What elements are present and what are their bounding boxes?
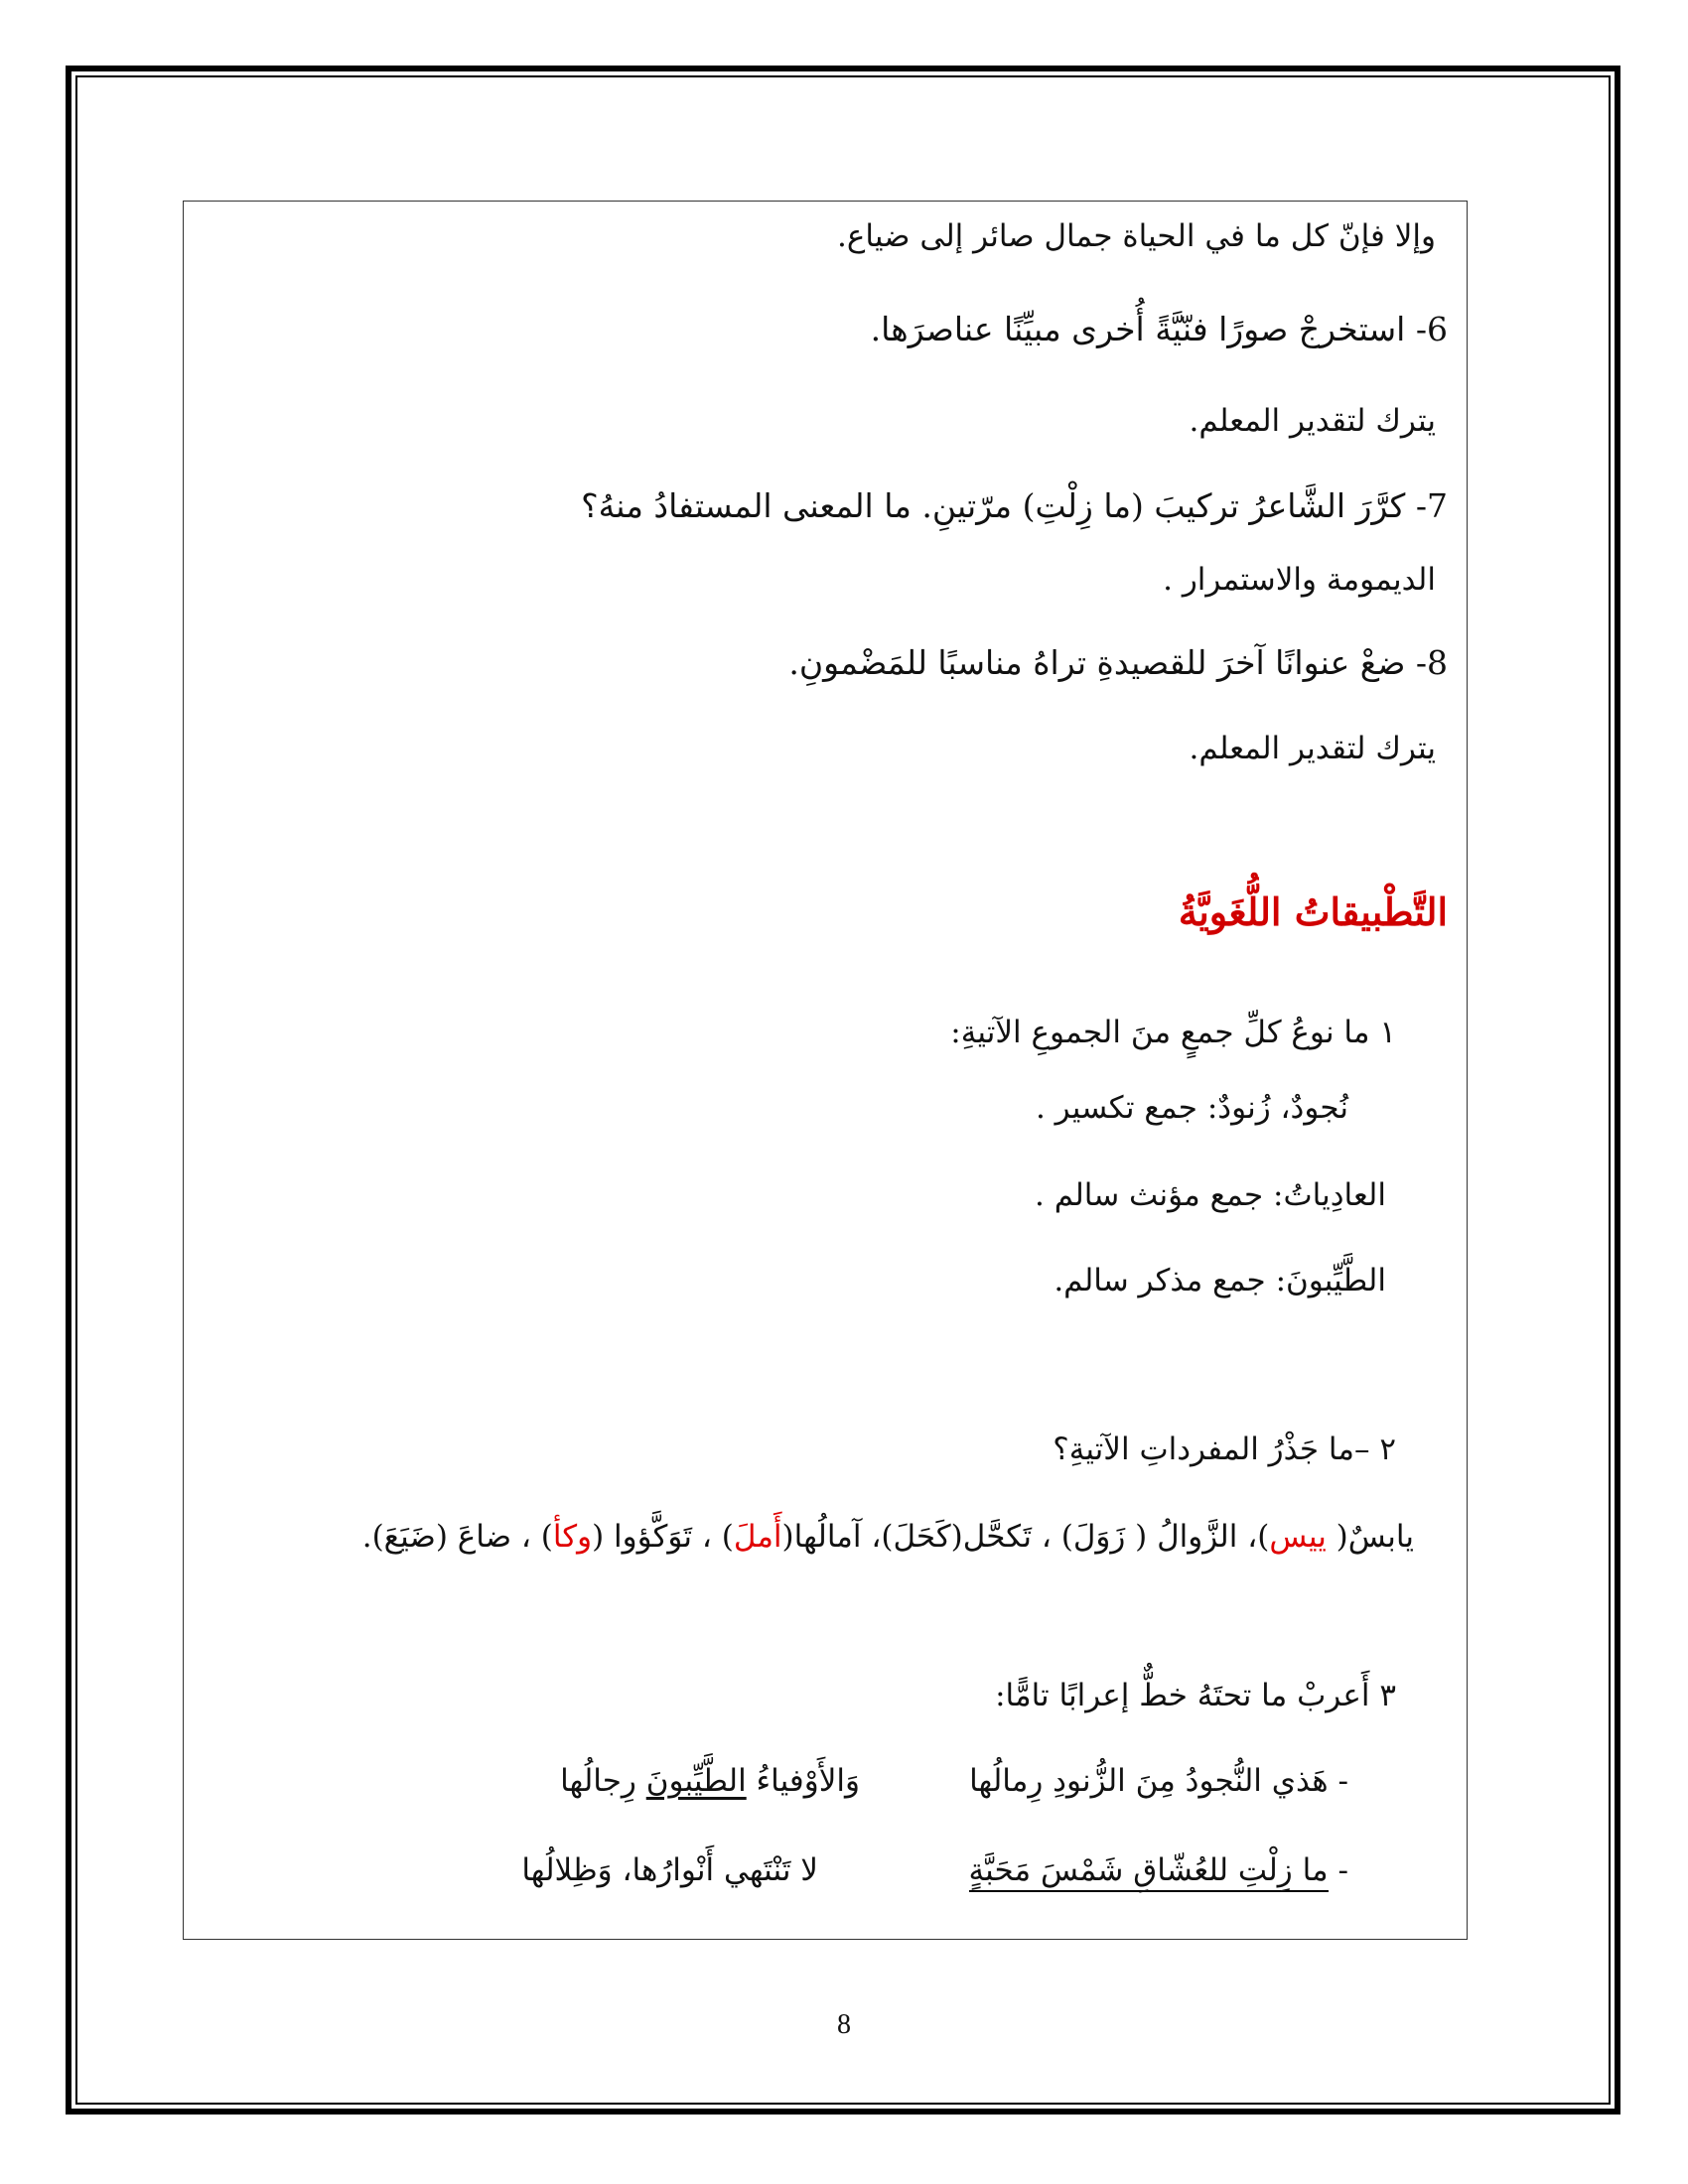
question-text: استخرجْ صورًا فنّيَّةً أُخرى مبيِّنًا عناصرَها. [870, 310, 1406, 348]
intro-line: وإلا فإنّ كل ما في الحياة جمال صائر إلى ضياع. [837, 218, 1436, 254]
question-number: 8- [1415, 643, 1448, 682]
q1-item-1: نُجودٌ، زُنودٌ: جمع تكسير . [1035, 1090, 1348, 1126]
question-8 [788, 643, 1448, 683]
question-number: 7- [1415, 486, 1448, 525]
q2-answer-line [362, 1519, 1414, 1556]
question-number: ٣ [1379, 1678, 1396, 1713]
answer-6: يترك لتقدير المعلم. [1189, 403, 1436, 439]
question-number: ٢ [1379, 1432, 1396, 1467]
page-number: 8 [837, 2009, 851, 2040]
hemistich-text: وَالأَوْفياءُ [746, 1763, 860, 1799]
verse-1-second-hemistich [560, 1763, 860, 1799]
hemistich-text: رِجالُها [560, 1763, 646, 1799]
underlined-phrase: ما زِلْتِ للعُشّاقِ شَمْسَ مَحَبَّةٍ [969, 1852, 1329, 1892]
question-number: 6- [1415, 310, 1448, 348]
answer-text: )، الزَّوالُ ( زَوَلَ) ، تَكحَّل(كَحَلَ)، آمالُها( [781, 1519, 1270, 1555]
root-highlight: ييس [1269, 1519, 1336, 1555]
answer-8: يترك لتقدير المعلم. [1189, 731, 1436, 766]
question-text: أَعربْ ما تحتَهُ خطٌّ إعرابًا تامًّا: [995, 1678, 1370, 1713]
q1-item-2: العادِياتُ: جمع مؤنث سالم . [1034, 1177, 1386, 1213]
underlined-word: الطَّيِّبونَ [645, 1763, 747, 1799]
app-question-1 [950, 1015, 1396, 1051]
verse-dash: - [1337, 1852, 1348, 1888]
answer-text: ) ، تَوَكَّؤوا ( [592, 1519, 734, 1555]
section-heading: التَّطْبيقاتُ اللُّغَويَّةُ [1178, 889, 1448, 934]
hemistich-text: هَذي النُّجودُ مِنَ الزُّنودِ رِمالُها [969, 1763, 1329, 1799]
question-7 [581, 486, 1448, 526]
answer-7: الديمومة والاستمرار . [1163, 562, 1436, 598]
verse-2-second-hemistich: لا تَنْتَهي أَنْوارُها، وَظِلالُها [521, 1852, 818, 1888]
q1-item-3: الطَّيِّبونَ: جمع مذكر سالم. [1054, 1263, 1386, 1298]
question-text: ما نوعُ كلِّ جمعٍ منَ الجموعِ الآتيةِ: [950, 1015, 1370, 1050]
app-question-3 [995, 1678, 1396, 1714]
answer-text: يابسٌ( [1336, 1519, 1414, 1555]
question-text: كرَّرَ الشَّاعرُ تركيبَ (ما زِلْتِ) مرّتينِ. ما المعنى المستفادُ منهُ؟ [581, 486, 1406, 525]
verse-1-first-hemistich [969, 1763, 1348, 1799]
question-6 [871, 310, 1448, 349]
question-number: ١ [1379, 1015, 1396, 1050]
root-highlight: وكأ [552, 1519, 593, 1555]
answer-text: ) ، ضاعَ (ضَيَعَ). [361, 1519, 553, 1555]
verse-2-first-hemistich [969, 1852, 1349, 1888]
root-highlight: أَملَ [733, 1519, 782, 1555]
question-text: ضعْ عنوانًا آخرَ للقصيدةِ تراهُ مناسبًا للمَضْمونِ. [788, 643, 1406, 682]
app-question-2 [1053, 1432, 1396, 1468]
verse-dash: - [1337, 1763, 1348, 1799]
question-text: –ما جَذْرُ المفرداتِ الآتيةِ؟ [1053, 1432, 1370, 1467]
